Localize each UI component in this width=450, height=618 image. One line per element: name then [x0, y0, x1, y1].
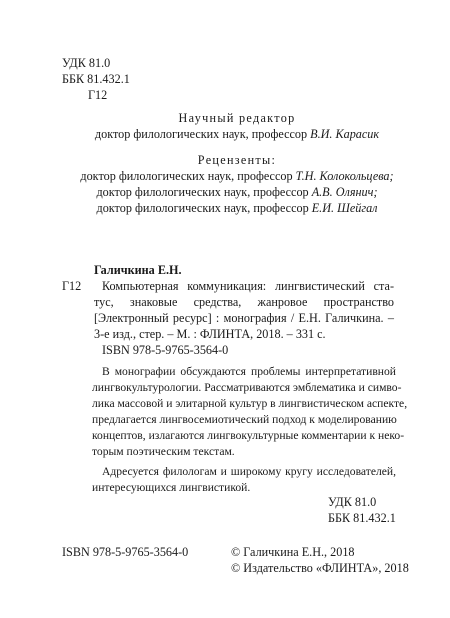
footer-isbn: ISBN 978-5-9765-3564-0 [62, 545, 189, 559]
record-description-line: тус, знаковые средства, жанровое пространство [94, 295, 394, 309]
bbk-code: ББК 81.432.1 [62, 72, 130, 86]
annotation-bbk: ББК 81.432.1 [328, 511, 396, 525]
reviewer-name: А.В. Олянич; [311, 185, 378, 199]
reviewer-name: Е.И. Шейгал [311, 201, 378, 215]
udk-code: УДК 81.0 [62, 56, 111, 70]
reviewer-title: доктор филологических наук, профессор [96, 201, 309, 215]
reviewer-title: доктор филологических наук, профессор [96, 185, 309, 199]
annotation-line: В монографии обсуждаются проблемы интерпретативной [102, 365, 396, 378]
scientific-editor-name: В.И. Карасик [310, 127, 380, 141]
reviewer-name: Т.Н. Колокольцева; [295, 169, 394, 183]
reviewers-heading: Рецензенты: [197, 153, 277, 167]
record-description [94, 294, 394, 342]
scientific-editor-title: доктор филологических наук, профессор [94, 127, 308, 141]
annotation-line: лика массовой и элитарной культур в лингвистическом аспекте, [92, 397, 408, 410]
scientific-editor-line [12, 126, 450, 142]
reviewer-line [12, 168, 450, 184]
annotation-audience-line: Адресуется филологам и широкому кругу исследователей, [102, 465, 396, 478]
record-description [102, 278, 394, 294]
reviewer-line [12, 200, 450, 216]
reviewer-title: доктор филологических наук, профессор [80, 169, 293, 183]
annotation-line: лингвокультурологии. Рассматриваются эмблематика и симво- [92, 381, 402, 394]
annotation-line: торым поэтическим текстам. [92, 445, 235, 458]
annotation-box [88, 360, 408, 494]
record-author-mark: Г12 [62, 279, 82, 293]
scientific-editor-heading: Научный редактор [178, 111, 296, 125]
copyright-publisher: © Издательство «ФЛИНТА», 2018 [231, 561, 409, 575]
annotation-audience-line: интересующихся лингвистикой. [92, 481, 251, 494]
annotation-udk: УДК 81.0 [328, 495, 377, 509]
record-description-line: 3-е изд., стер. – М. : ФЛИНТА, 2018. – 331 с. [94, 327, 326, 341]
annotation-line: концептов, излагаются лингвокультурные комментарии к неко- [92, 429, 405, 442]
record-isbn: ISBN 978-5-9765-3564-0 [102, 343, 229, 357]
annotation-line: предлагается лингвосемиотический подход к моделированию [92, 413, 397, 426]
copyright-author: © Галичкина Е.Н., 2018 [231, 545, 355, 559]
record-description-line: Компьютерная коммуникация: лингвистический ста- [102, 279, 394, 293]
record-author: Галичкина Е.Н. [94, 263, 182, 277]
record-description-line: [Электронный ресурс] : монография / Е.Н. Галичкина. – [94, 311, 394, 325]
author-mark: Г12 [88, 88, 108, 102]
reviewer-line [12, 184, 450, 200]
